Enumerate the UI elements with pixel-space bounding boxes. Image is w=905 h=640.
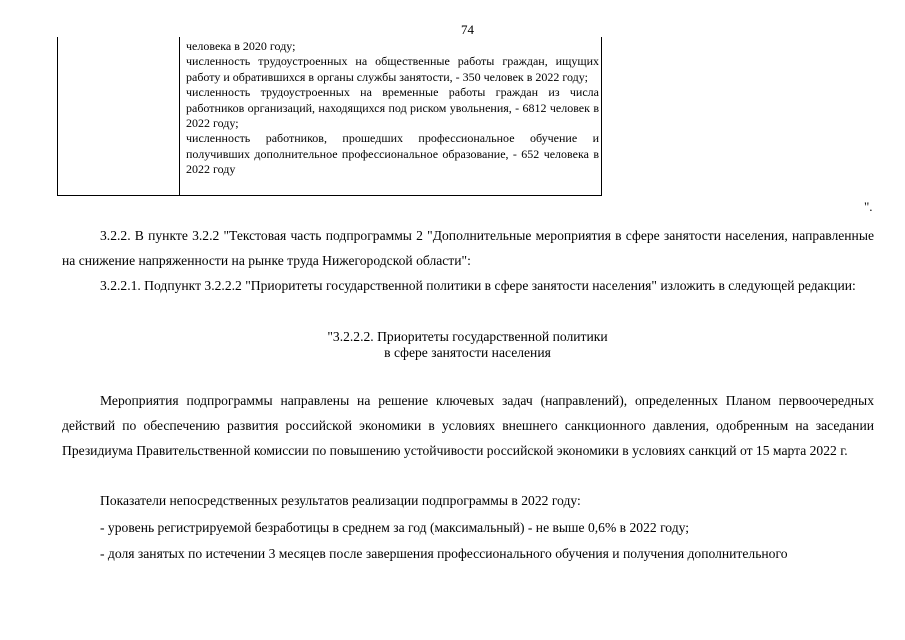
paragraph-unemployment: - уровень регистрируемой безработицы в среднем за год (максимальный) - не выше 0,6% в 2022 году; <box>100 520 690 535</box>
indicator-table <box>57 37 602 196</box>
table-cell-text <box>186 39 599 178</box>
paragraph-measures: Мероприятия подпрограммы направлены на решение ключевых задач (направлений), определенных Планом первоочередных действий по обеспечению развития российской экономики в условиях внешнего санкционного давления, одобренным на заседании Президиума Правительственной комиссии по повышению устойчивости российской экономики в условиях санкций от 15 марта 2022 г. <box>62 393 874 458</box>
paragraph-subitem-replace: 3.2.2.1. Подпункт 3.2.2.2 "Приоритеты государственной политики в сфере занятости населения" изложить в следующей редакции: <box>100 278 856 293</box>
table-line: численность трудоустроенных на общественные работы граждан, ищущих работу и обратившихся в органы службы занятости, - 350 человек в 2022 году; <box>186 54 599 84</box>
paragraph-indicators: Показатели непосредственных результатов реализации подпрограммы в 2022 году: <box>100 493 581 508</box>
section-heading-line-1: "3.2.2.2. Приоритеты государственной политики <box>327 329 608 344</box>
paragraph-amendment-intro: 3.2.2. В пункте 3.2.2 "Текстовая часть подпрограммы 2 "Дополнительные мероприятия в сфере занятости населения, направленные на снижение напряженности на рынке труда Нижегородской области": <box>62 228 874 268</box>
closing-quote: ". <box>864 199 873 214</box>
table-line: человека в 2020 году; <box>186 39 296 53</box>
section-heading-line-2: в сфере занятости населения <box>384 345 551 360</box>
page-number: 74 <box>461 22 474 37</box>
paragraph-employment-share: - доля занятых по истечении 3 месяцев после завершения профессионального обучения и получения дополнительного <box>100 546 788 561</box>
table-line: численность трудоустроенных на временные работы граждан из числа работников организаций, находящихся под риском увольнения, - 6812 человек в 2022 году; <box>186 85 599 131</box>
table-column-divider <box>179 37 180 195</box>
table-line: численность работников, прошедших профессиональное обучение и получивших дополнительное профессиональное образование, - 652 человека в 2022 году <box>186 131 599 177</box>
